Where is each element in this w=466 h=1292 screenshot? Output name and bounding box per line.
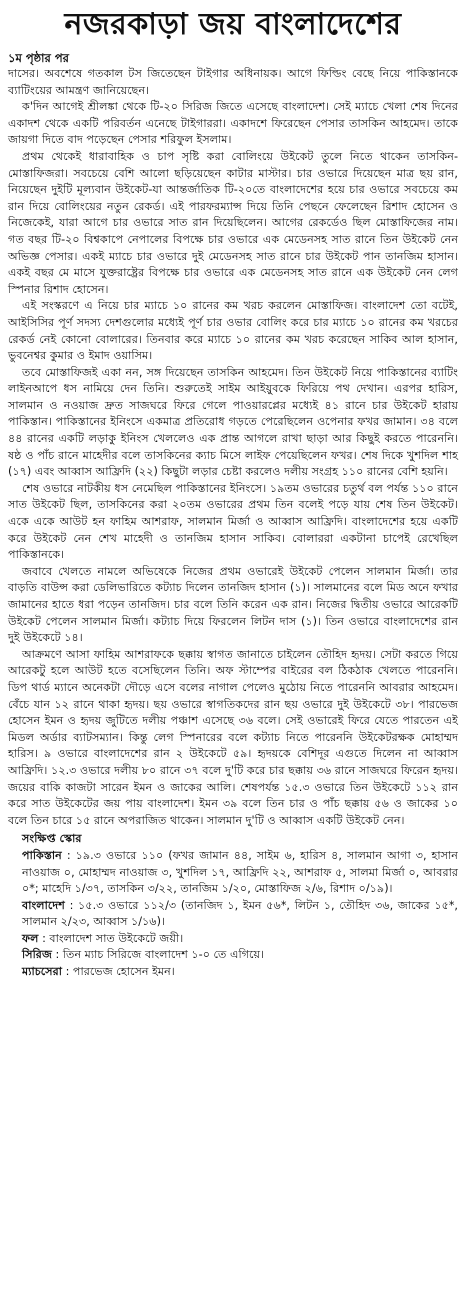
pakistan-score: : ১৯.৩ ওভারে ১১০ (ফখর জামান ৪৪, সাইম ৬, হারিস ৪, সালমান আগা ৩, হাসান নাওয়াজ ০, মোহাম্মদ নাওয়াজ ৩, খুশদিল ১৭, আফ্রিদি ২২, আশরাফ ৫, সালমা মির্জা ০, আবরার ০*; মাহেদি ১/৩৭, তাসকিন ৩/২২, তানজিম ১/২০, মোস্তাফিজ ২/৬, রিশাদ ০/১৯)। bbox=[22, 848, 458, 896]
paragraph: এই সংস্করণে এ নিয়ে চার ম্যাচে ১০ রানের কম খরচ করলেন মোস্তাফিজ। বাংলাদেশ তো বটেই, আইসিসির পূর্ণ সদস্য দেশগুলোর মধ্যেই পূর্ণ চার ওভার বোলিং করে চার ম্যাচে ১০ রানের কম খরচের রেকর্ড নেই কোনো বোলারের। তিনবার করে ম্যাচে ১০ রানের কম খরচ করেছেন সাকিব আল হাসান, ভুবনেশ্বর কুমার ও ইমাদ ওয়াসিম। bbox=[8, 299, 458, 363]
scoreboard-pakistan bbox=[22, 848, 458, 898]
continued-from-label: ১ম পৃষ্ঠার পর bbox=[8, 51, 69, 65]
result-text: : বাংলাদেশ সাত উইকেটে জয়ী। bbox=[38, 931, 184, 945]
series-text: : তিন ম্যাচ সিরিজে বাংলাদেশ ১-০ তে এগিয়ে। bbox=[51, 948, 265, 962]
scoreboard-result bbox=[22, 931, 458, 948]
paragraph: দাসের। অবশেষে গতকাল টস জিতেছেন টাইগার অধিনায়ক। আগে ফিল্ডিং বেছে নিয়ে পাকিস্তানকে ব্যাটিংয়ের আমন্ত্রণ জানিয়েছেন। bbox=[8, 67, 458, 97]
motm-text: : পারভেজ হোসেন ইমন। bbox=[62, 965, 175, 979]
paragraph: শেষ ওভারে নাটকীয় ধস নেমেছিল পাকিস্তানের ইনিংসে। ১৯তম ওভারের চতুর্থ বল পর্যন্ত ১১০ রানে সাত উইকেট ছিল, তাসকিনের করা ২০তম ওভারের প্রথম তিন বলেই পড়ে যায় শেষ তিন উইকেট। একে একে আউট হন ফাহিম আশরাফ, সালমান মির্জা ও আব্বাস আফ্রিদি। বাংলাদেশের হয়ে একটি করে উইকেট নেন শেখ মাহেদী ও তানজিম হাসান সাকিব। বোলাররা একটানা চাপেই রেখেছিল পাকিস্তানকে। bbox=[8, 481, 458, 562]
bangladesh-score: : ১৫.৩ ওভারে ১১২/৩ (তানজিদ ১, ইমন ৫৬*, লিটন ১, তৌহিদ ৩৬, জাকের ১৫*, সালমান ২/২৩, আব্বাস ১/১৬)। bbox=[22, 898, 458, 929]
scoreboard bbox=[8, 831, 458, 980]
paragraph: প্রথম থেকেই ধারাবাহিক ও চাপ সৃষ্টি করা বোলিংয়ে উইকেট তুলে নিতে থাকেন তাসকিন-মোস্তাফিজরা। সবচেয়ে বেশি আলো ছড়িয়েছেন কাটার মাস্টার। চার ওভারে দিয়েছেন মাত্র ছয় রান, নিয়েছেন দুইটি মূল্যবান উইকেট-যা আন্তর্জাতিক টি-২০তে বাংলাদেশের হয়ে চার ওভারে সবচেয়ে কম রান দিয়ে বোলিংয়ের নতুন রেকর্ড। এই পারফরম্যান্স দিয়ে তিনি পেছনে ফেলেছেন রিশাদ হোসেন ও নিজেকেই, যারা আগে চার ওভারে সাত রান দিয়েছিলেন। আগের রেকর্ডেও ছিল মোস্তাফিজের নাম। গত বছর টি-২০ বিশ্বকাপে নেপালের বিপক্ষে চার ওভারে এক মেডেনসহ সাত রানে তিন উইকেট নেন অভিজ্ঞ পেসার। একই ম্যাচে চার ওভারে দুই মেডেনসহ সাত রানে চার উইকেট পান তানজিম হাসান। একই বছর মে মাসে যুক্তরাষ্ট্রের বিপক্ষে চার ওভারে এক মেডেনসহ সাত রানে এক উইকেট নেন লেগ স্পিনার রিশাদ হোসেন। bbox=[8, 149, 458, 296]
paragraph: ক'দিন আগেই শ্রীলঙ্কা থেকে টি-২০ সিরিজ জিতে এসেছে বাংলাদেশ। সেই ম্যাচে খেলা শেষ দিনের একাদশ থেকে একটি পরিবর্তন এনেছে টাইগাররা। একাদশে ফিরেছেন পেসার তাসকিন আহমেদ। তাকে জায়গা দিতে বাদ পড়েছেন পেসার শরিফুল ইসলাম। bbox=[8, 100, 458, 147]
bangladesh-label: বাংলাদেশ bbox=[22, 898, 65, 912]
motm-label: ম্যাচসেরা bbox=[22, 965, 63, 979]
article-body bbox=[8, 66, 458, 829]
paragraph: জবাবে খেলতে নামলে অভিষেকে নিজের প্রথম ওভারেই উইকেট পেলেন সালমান মির্জা। তার বাড়তি বাউন্স করা ডেলিভারিতে কট্যাচ দিলেন তানজিদ হাসান (১)। সালমানের বলে মিড অনে ফখার জামানের হাতে ধরা পড়েন তানজিদ। চার বলে তিনি করেন এক রান। নিজের দ্বিতীয় ওভারে আরেকটি উইকেট পেলেন সালমান মির্জা। কট্যাচ দিয়ে ফিরলেন লিটন দাস (১)। তিন ওভারে বাংলাদেশের রান দুই উইকেটে ১৪। bbox=[8, 564, 458, 645]
result-label: ফল bbox=[22, 931, 39, 945]
paragraph: আক্রমণে আসা ফাহিম আশরাফকে ছক্কায় স্বাগত জানাতে চাইলেন তৌহিদ হৃদয়। সেটা করতে গিয়ে আরেকটু হলে আউট হতে বসেছিলেন তিনি। অফ স্টাম্পের বাইরের বল ঠিকঠাক খেলতে পারেননি। ডিপ থার্ড ম্যানে অনেকটা দৌড়ে এসে বলের নাগাল পেলেও মুঠোয় নিতে পারেননি আবরার আহমেদ। বেঁচে যান ১২ রানে থাকা হৃদয়। ছয় ওভারে স্বাগতিকদের রান ছয় ওভারে দুই উইকেটে ৩৮। পারভেজ হোসেন ইমন ও হৃদয় জুটিতে দলীয় পঞ্চাশ এসেছে ৩৬ বলে। সেই ওভারেই ফিরে যেতে পারতেন এই মিডল অর্ডার ব্যাটসম্যান। কিন্তু লেগ স্পিনারের বলে কট্যাচ নিতে পারেননি উইকেটরক্ষক মোহাম্মদ হারিস। ৯ ওভারে বাংলাদেশের রান ২ উইকেটে ৫৯। হৃদয়কে বেশিদূর এগুতে দিলেন না আব্বাস আফ্রিদি। ১২.৩ ওভারে দলীয় ৮০ রানে ৩৭ বলে দু'টি করে চার ছক্কায় ৩৬ রানে সাজঘরে ফিরেন হৃদয়। জয়ের বাকি কাজটা সারেন ইমন ও জাকের আলি। শেষপর্যন্ত ১৫.৩ ওভারে তিন উইকেটে ১১২ রান করে সাত উইকেটের জয় পায় বাংলাদেশ। ইমন ৩৯ বলে তিন চার ও পাঁচ ছক্কায় ৫৬ ও জাকের ১০ বলে তিন চারে ১৫ রানে অপরাজিত থাকেন। সালমান দু'টি ও আব্বাস একটি উইকেট নেন। bbox=[8, 647, 458, 827]
scoreboard-series bbox=[22, 947, 458, 964]
pakistan-label: পাকিস্তান bbox=[22, 848, 62, 862]
headline: নজরকাড়া জয় বাংলাদেশের bbox=[64, 7, 402, 42]
scoreboard-man-of-the-match bbox=[22, 964, 458, 981]
scoreboard-title: সংক্ষিপ্ত স্কোর bbox=[22, 832, 82, 846]
series-label: সিরিজ bbox=[22, 948, 52, 962]
scoreboard-bangladesh bbox=[22, 898, 458, 931]
paragraph: তবে মোস্তাফিজই একা নন, সঙ্গ দিয়েছেন তাসকিন আহমেদ। তিন উইকেট নিয়ে পাকিস্তানের ব্যাটিং লাইনআপে ধস নামিয়ে দেন তিনি। শুরুতেই সাইম আইয়ুবকে ফিরিয়ে পথ দেখান। এরপর হারিস, সালমান ও নওয়াজ দ্রুত সাজঘরে ফিরে গেলে পাওয়ারপ্লের মধ্যেই ৪১ রানে চার উইকেট হারায় পাকিস্তান। পাকিস্তানের ইনিংসে একমাত্র প্রতিরোধ গড়তে পেরেছিলেন ওপেনার ফখর জামান। ৩৪ বলে ৪৪ রানের একটি লড়াকু ইনিংস খেললেও এক প্রান্ত আগলে রাখা ছাড়া আর কিছুই করতে পারেননি। ষষ্ঠ ও পাঁচ রানে মাহেদীর বলে তাসকিনের ক্যাচ মিসে লাইফ পেয়েছিলেন ফখর। শেষ দিকে খুশদিল শাহ (১৭) এবং আব্বাস আফ্রিদি (২২) কিছুটা লড়ার চেষ্টা করলেও দলীয় সংগ্রহ ১১০ রানের বেশি হয়নি। bbox=[8, 365, 458, 479]
